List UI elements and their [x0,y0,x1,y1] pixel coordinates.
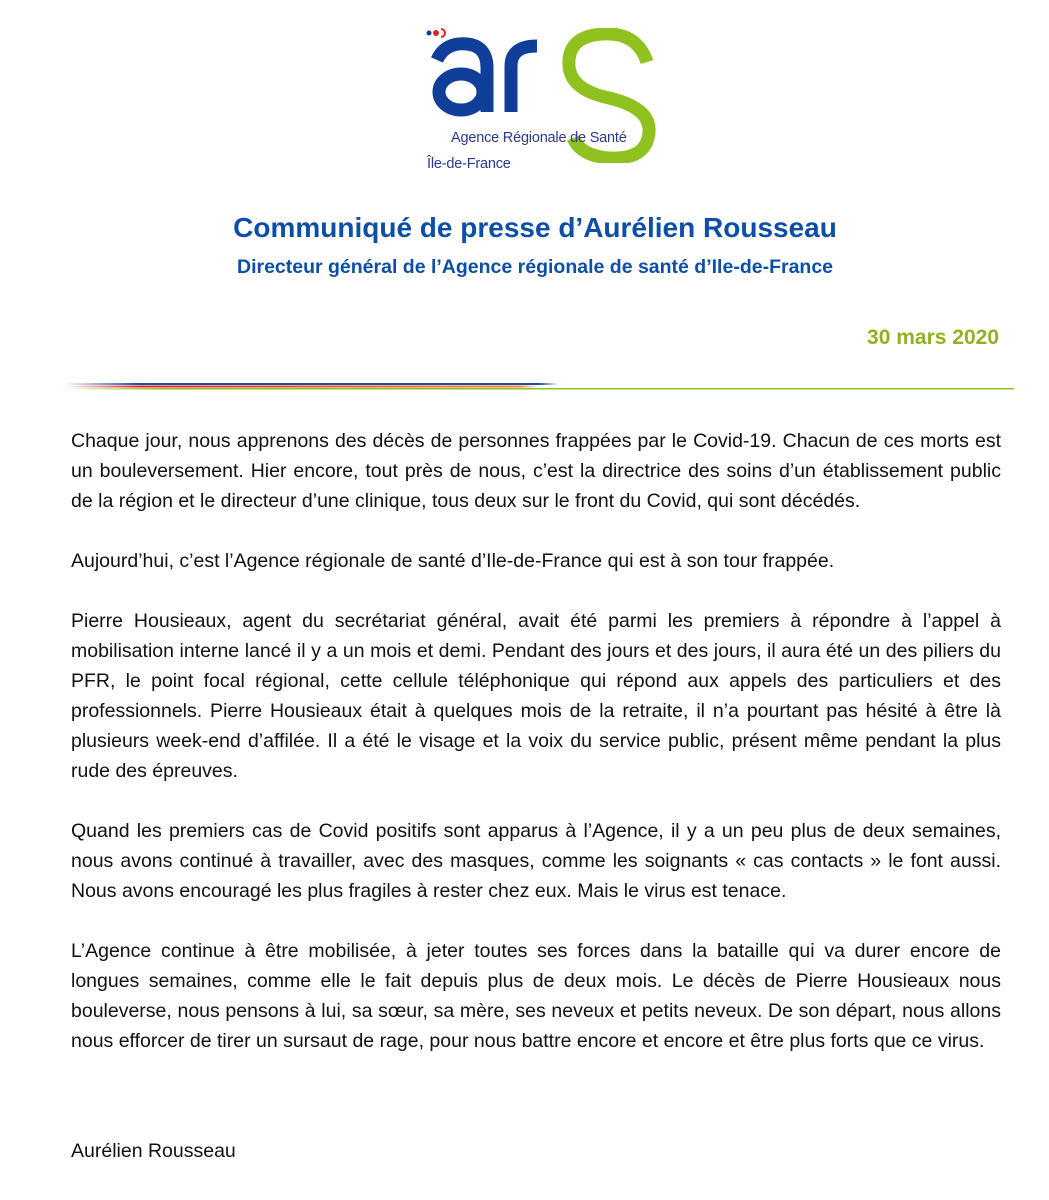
logo-agency-name: Agence Régionale de Santé [451,130,627,146]
paragraph: L’Agence continue à être mobilisée, à jeter toutes ses forces dans la bataille qui va durer encore de longues semaines, comme elle le fait depuis plus de deux mois. Le décès de Pierre Housieaux nous bouleverse, nous pensons à lui, sa sœur, sa mère, ses neveux et petits neveux. De son départ, nous allons nous efforcer de tirer un sursaut de rage, pour nous battre encore et encore et être plus forts que ce virus. [71,940,1001,1052]
press-release-body [71,426,1001,1086]
paragraph: Chaque jour, nous apprenons des décès de personnes frappées par le Covid-19. Chacun de ces morts est un bouleversement. Hier encore, tout près de nous, c’est la directrice des soins d’un établissement public de la région et le directeur d’une clinique, tous deux sur le front du Covid, qui sont décédés. [71,430,1001,512]
paragraph: Aujourd’hui, c’est l’Agence régionale de santé d’Ile-de-France qui est à son tour frappée. [71,550,835,572]
flag-dots-icon [425,28,449,38]
logo-region-name: Île-de-France [427,156,511,172]
page-subtitle: Directeur général de l’Agence régionale de santé d’Ile-de-France [236,256,834,278]
signature: Aurélien Rousseau [71,1140,236,1162]
paragraph: Quand les premiers cas de Covid positifs sont apparus à l’Agence, il y a un peu plus de deux semaines, nous avons continué à travailler, avec des masques, comme les soignants « cas contacts » le font aussi. Nous avons encouragé les plus fragiles à rester chez eux. Mais le virus est tenace. [71,820,1001,902]
ars-logo [425,28,665,172]
release-date: 30 mars 2020 [867,326,999,349]
header-divider [64,380,1014,394]
page-title: Communiqué de presse d’Aurélien Rousseau [233,212,837,243]
paragraph: Pierre Housieaux, agent du secrétariat général, avait été parmi les premiers à répondre à l’appel à mobilisation interne lancé il y a un mois et demi. Pendant des jours et des jours, il aura été un des piliers du PFR, le point focal régional, cette cellule téléphonique qui répond aux appels des particuliers et des professionnels. Pierre Housieaux était à quelques mois de la retraite, il n’a pourtant pas hésité à être là plusieurs week-end d’affilée. Il a été le visage et la voix du service public, présent même pendant la plus rude des épreuves. [71,610,1001,782]
